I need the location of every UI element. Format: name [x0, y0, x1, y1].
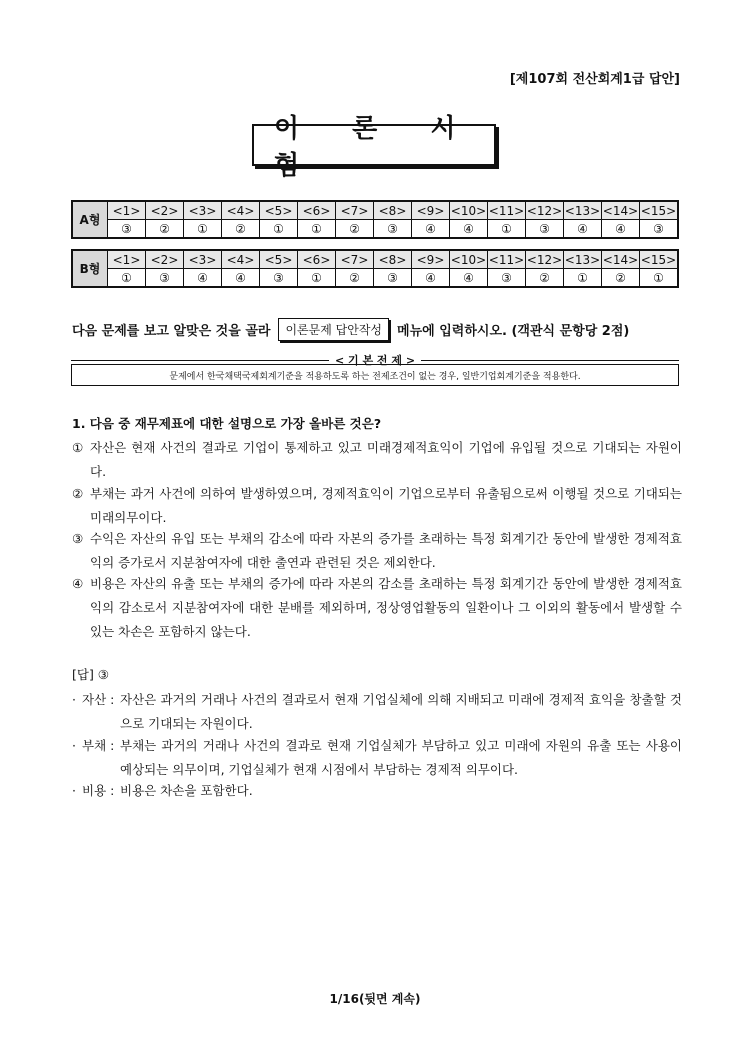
question-number-cell: <7>	[336, 250, 374, 269]
answer-value-cell: ③	[108, 220, 146, 239]
menu-name-box: 이론문제 답안작성	[278, 318, 389, 341]
option-mark: ②	[72, 486, 84, 501]
question-number-cell: <3>	[184, 250, 222, 269]
question-number-cell: <11>	[488, 250, 526, 269]
bullet: ·	[72, 738, 76, 753]
answer-line: [답] ③	[72, 667, 110, 682]
answer-value-cell: ①	[298, 269, 336, 288]
answer-value-cell: ④	[564, 220, 602, 239]
answer-value-cell: ②	[602, 269, 640, 288]
explanation-term: 부채 :	[82, 738, 115, 753]
instruction-after: 메뉴에 입력하시오. (객관식 문항당 2점)	[397, 324, 630, 339]
answer-value-cell: ②	[222, 220, 260, 239]
answer-value-cell: ④	[602, 220, 640, 239]
explanation-term: 자산 :	[82, 692, 115, 707]
question-number-cell: <6>	[298, 201, 336, 220]
explanation-asset	[72, 688, 682, 736]
question-number-cell: <4>	[222, 250, 260, 269]
question-number-cell: <10>	[450, 201, 488, 220]
option-2	[72, 482, 682, 530]
premise-rule-right	[421, 360, 679, 361]
option-3	[72, 527, 682, 575]
question-number-cell: <8>	[374, 201, 412, 220]
instruction-before: 다음 문제를 보고 알맞은 것을 골라	[72, 324, 271, 339]
page-title: 이 론 시 험	[252, 124, 496, 166]
question-number-cell: <12>	[526, 250, 564, 269]
option-text: 부채는 과거 사건에 의하여 발생하였으며, 경제적효익이 기업으로부터 유출됨으로써 이행될 것으로 기대되는 미래의무이다.	[90, 486, 682, 525]
answer-value-cell: ④	[184, 269, 222, 288]
question-number-cell: <13>	[564, 201, 602, 220]
answer-value-cell: ①	[108, 269, 146, 288]
explanation-text: 자산은 과거의 거래나 사건의 결과로서 현재 기업실체에 의해 지배되고 미래에 경제적 효익을 창출할 것으로 기대되는 자원이다.	[120, 692, 682, 731]
answer-value-cell: ①	[260, 220, 298, 239]
answer-value-cell: ④	[222, 269, 260, 288]
answer-value-cell: ③	[526, 220, 564, 239]
answer-value-cell: ②	[336, 269, 374, 288]
option-text: 수익은 자산의 유입 또는 부채의 감소에 따라 자본의 증가를 초래하는 특정 회계기간 동안에 발생한 경제적효익의 증가로서 지분참여자에 대한 출연과 관련된 것은 제외한다.	[90, 531, 682, 570]
answer-value-cell: ①	[184, 220, 222, 239]
answer-value-cell: ①	[298, 220, 336, 239]
premise-rule-left	[71, 360, 329, 361]
question-number-cell: <15>	[640, 201, 679, 220]
instruction	[72, 318, 692, 341]
answer-value-cell: ④	[412, 220, 450, 239]
question-number-cell: <12>	[526, 201, 564, 220]
question-number-cell: <8>	[374, 250, 412, 269]
explanation-liability	[72, 734, 682, 782]
question-number-cell: <4>	[222, 201, 260, 220]
question-number-cell: <9>	[412, 250, 450, 269]
premise-box	[71, 364, 679, 386]
option-1	[72, 436, 682, 484]
question-number-cell: <5>	[260, 250, 298, 269]
answer-value-cell: ②	[146, 220, 184, 239]
answer-type-label: B형	[72, 250, 108, 287]
question-number-cell: <7>	[336, 201, 374, 220]
premise-text: 문제에서 한국채택국제회계기준을 적용하도록 하는 전제조건이 없는 경우, 일반기업회계기준을 적용한다.	[169, 371, 581, 382]
question-number-cell: <2>	[146, 201, 184, 220]
premise-title: < 기 본 전 제 >	[334, 354, 416, 367]
answer-type-label: A형	[72, 201, 108, 238]
question-number-cell: <1>	[108, 201, 146, 220]
answer-value-cell: ②	[526, 269, 564, 288]
option-4	[72, 572, 682, 644]
answer-value-cell: ③	[488, 269, 526, 288]
question-number-cell: <13>	[564, 250, 602, 269]
option-text: 자산은 현재 사건의 결과로 기업이 통제하고 있고 미래경제적효익이 기업에 유입될 것으로 기대되는 자원이다.	[90, 440, 682, 479]
answer-value-cell: ③	[146, 269, 184, 288]
answer-value-cell: ③	[640, 220, 679, 239]
question-number-cell: <3>	[184, 201, 222, 220]
answer-value-cell: ③	[260, 269, 298, 288]
question-number-cell: <5>	[260, 201, 298, 220]
option-mark: ④	[72, 576, 84, 591]
question-title: 1. 다음 중 재무제표에 대한 설명으로 가장 올바른 것은?	[72, 416, 382, 431]
option-mark: ③	[72, 531, 84, 546]
option-text: 비용은 자산의 유출 또는 부채의 증가에 따라 자본의 감소를 초래하는 특정 회계기간 동안에 발생한 경제적효익의 감소로서 지분참여자에 대한 분배를 제외하며, 정상영업활동의 일환이나 그 이외의 활동에서 발생할 수 있는 차손은 포함하지 않는다.	[90, 576, 682, 639]
bullet: ·	[72, 783, 76, 798]
question-number-cell: <15>	[640, 250, 679, 269]
question-number-cell: <2>	[146, 250, 184, 269]
question-number-cell: <1>	[108, 250, 146, 269]
answer-value-cell: ④	[412, 269, 450, 288]
option-mark: ①	[72, 440, 84, 455]
explanation-text: 비용은 차손을 포함한다.	[120, 783, 253, 798]
answer-value-cell: ①	[640, 269, 679, 288]
answer-table-a	[71, 200, 679, 239]
question-number-cell: <9>	[412, 201, 450, 220]
explanation-expense	[72, 779, 682, 803]
explanation-text: 부채는 과거의 거래나 사건의 결과로 현재 기업실체가 부담하고 있고 미래에 자원의 유출 또는 사용이 예상되는 의무이며, 기업실체가 현재 시점에서 부담하는 경제적 의무이다.	[120, 738, 682, 777]
answer-value-cell: ④	[450, 220, 488, 239]
question-number-cell: <6>	[298, 250, 336, 269]
answer-value-cell: ①	[564, 269, 602, 288]
question-number-cell: <11>	[488, 201, 526, 220]
answer-table-b	[71, 249, 679, 288]
question-number-cell: <14>	[602, 250, 640, 269]
question-number-cell: <14>	[602, 201, 640, 220]
question-number-cell: <10>	[450, 250, 488, 269]
answer-value-cell: ①	[488, 220, 526, 239]
page-footer: 1/16(뒷면 계속)	[329, 992, 421, 1006]
answer-value-cell: ④	[450, 269, 488, 288]
explanation-term: 비용 :	[82, 783, 115, 798]
exam-tag: [제107회 전산회계1급 답안]	[509, 72, 680, 87]
answer-value-cell: ③	[374, 269, 412, 288]
answer-value-cell: ③	[374, 220, 412, 239]
answer-value-cell: ②	[336, 220, 374, 239]
bullet: ·	[72, 692, 76, 707]
